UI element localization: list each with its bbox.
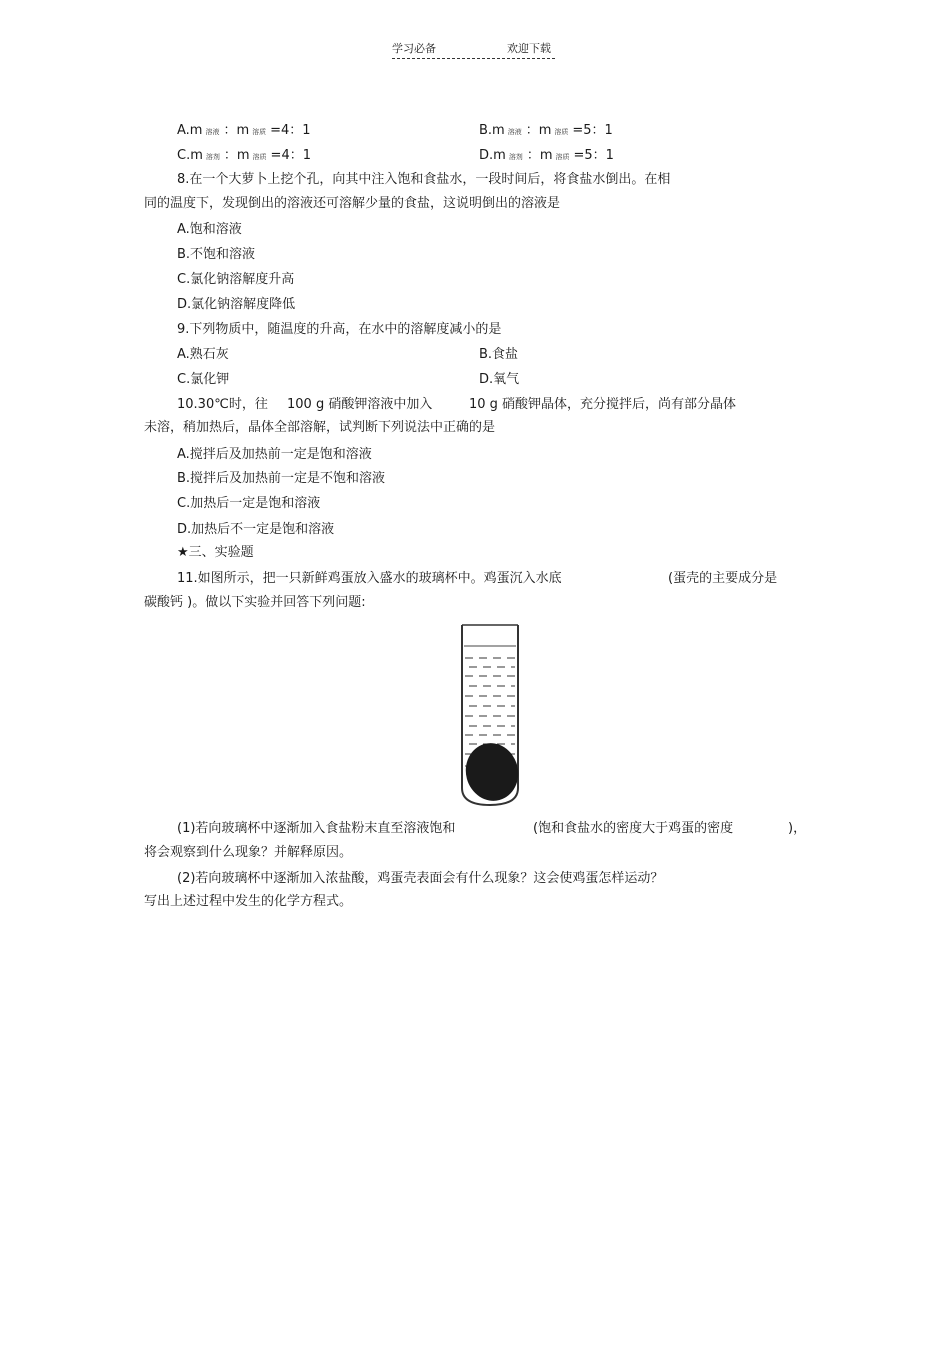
q7-option-a xyxy=(177,122,311,141)
q9-option-c: C.氯化钾 xyxy=(177,372,230,387)
q10-stem-part3: 10 g 硝酸钾晶体，充分搅拌后，尚有部分晶体 xyxy=(469,397,737,412)
q11-stem-part2: (蛋壳的主要成分是 xyxy=(668,571,778,586)
q10-option-a: A.搅拌后及加热前一定是饱和溶液 xyxy=(177,447,372,462)
q8-option-a: A.饱和溶液 xyxy=(177,222,242,237)
q10-option-b: B.搅拌后及加热前一定是不饱和溶液 xyxy=(177,471,386,486)
q7-b-sub2: 溶质 xyxy=(554,128,569,136)
q7-a-sub1: 溶液 xyxy=(205,128,220,136)
q7-a-prefix: A.m xyxy=(177,123,203,138)
q7-d-ratio: =5：1 xyxy=(573,148,614,163)
q7-c-sub2: 溶质 xyxy=(252,153,267,161)
q7-d-mid: ：m xyxy=(526,148,553,163)
q10-option-c: C.加热后一定是饱和溶液 xyxy=(177,496,321,511)
header-left-text: 学习必备 xyxy=(392,42,436,55)
q11-part1-c: )， xyxy=(788,821,807,836)
q11-part1-b: (饱和食盐水的密度大于鸡蛋的密度 xyxy=(533,821,734,836)
q9-option-a: A.熟石灰 xyxy=(177,347,229,362)
q7-b-prefix: B.m xyxy=(479,123,505,138)
q10-stem-part2: 100 g 硝酸钾溶液中加入 xyxy=(287,397,433,412)
glass-egg-figure xyxy=(455,620,525,812)
section-heading: ★三、实验题 xyxy=(177,545,254,560)
q9-stem: 9.下列物质中，随温度的升高，在水中的溶解度减小的是 xyxy=(177,322,502,337)
q7-c-ratio: =4：1 xyxy=(270,148,311,163)
q8-option-c: C.氯化钠溶解度升高 xyxy=(177,272,295,287)
q9-option-d: D.氧气 xyxy=(479,372,520,387)
q10-stem-part1: 10.30℃时，往 xyxy=(177,397,268,412)
q8-option-d: D.氯化钠溶解度降低 xyxy=(177,297,296,312)
q7-a-ratio: =4：1 xyxy=(270,123,311,138)
q8-stem-line1: 8.在一个大萝卜上挖个孔，向其中注入饱和食盐水，一段时间后，将食盐水倒出。在相 xyxy=(177,172,671,187)
q8-option-b: B.不饱和溶液 xyxy=(177,247,256,262)
q8-stem-line2: 同的温度下，发现倒出的溶液还可溶解少量的食盐，这说明倒出的溶液是 xyxy=(144,196,561,211)
glass-with-egg-illustration xyxy=(455,620,525,812)
q7-d-sub2: 溶质 xyxy=(555,153,570,161)
q9-option-b: B.食盐 xyxy=(479,347,519,362)
q11-part1-a: (1)若向玻璃杯中逐渐加入食盐粉末直至溶液饱和 xyxy=(177,821,456,836)
page-header xyxy=(392,40,555,59)
q7-a-sub2: 溶质 xyxy=(252,128,267,136)
q11-part1-d: 将会观察到什么现象？并解释原因。 xyxy=(144,845,353,860)
q11-stem-line2: 碳酸钙 )。做以下实验并回答下列问题: xyxy=(144,595,366,610)
q7-b-sub1: 溶液 xyxy=(507,128,522,136)
q7-b-ratio: =5：1 xyxy=(572,123,613,138)
q7-c-sub1: 溶剂 xyxy=(205,153,220,161)
q7-option-d xyxy=(479,147,614,166)
q11-part2-a: (2)若向玻璃杯中逐渐加入浓盐酸，鸡蛋壳表面会有什么现象？这会使鸡蛋怎样运动？ xyxy=(177,871,664,886)
q7-c-mid: ：m xyxy=(223,148,250,163)
q7-b-mid: ：m xyxy=(525,123,552,138)
q10-option-d: D.加热后不一定是饱和溶液 xyxy=(177,522,335,537)
header-right-text: 欢迎下载 xyxy=(507,42,551,55)
q10-stem-line2: 未溶，稍加热后，晶体全部溶解，试判断下列说法中正确的是 xyxy=(144,420,496,435)
q7-d-sub1: 溶剂 xyxy=(508,153,523,161)
q11-part2-b: 写出上述过程中发生的化学方程式。 xyxy=(144,894,353,909)
q7-option-b xyxy=(479,122,613,141)
q11-stem-part1: 11.如图所示，把一只新鲜鸡蛋放入盛水的玻璃杯中。鸡蛋沉入水底 xyxy=(177,571,562,586)
q7-a-mid: ：m xyxy=(223,123,250,138)
q7-d-prefix: D.m xyxy=(479,148,506,163)
q7-c-prefix: C.m xyxy=(177,148,203,163)
q7-option-c xyxy=(177,147,311,166)
